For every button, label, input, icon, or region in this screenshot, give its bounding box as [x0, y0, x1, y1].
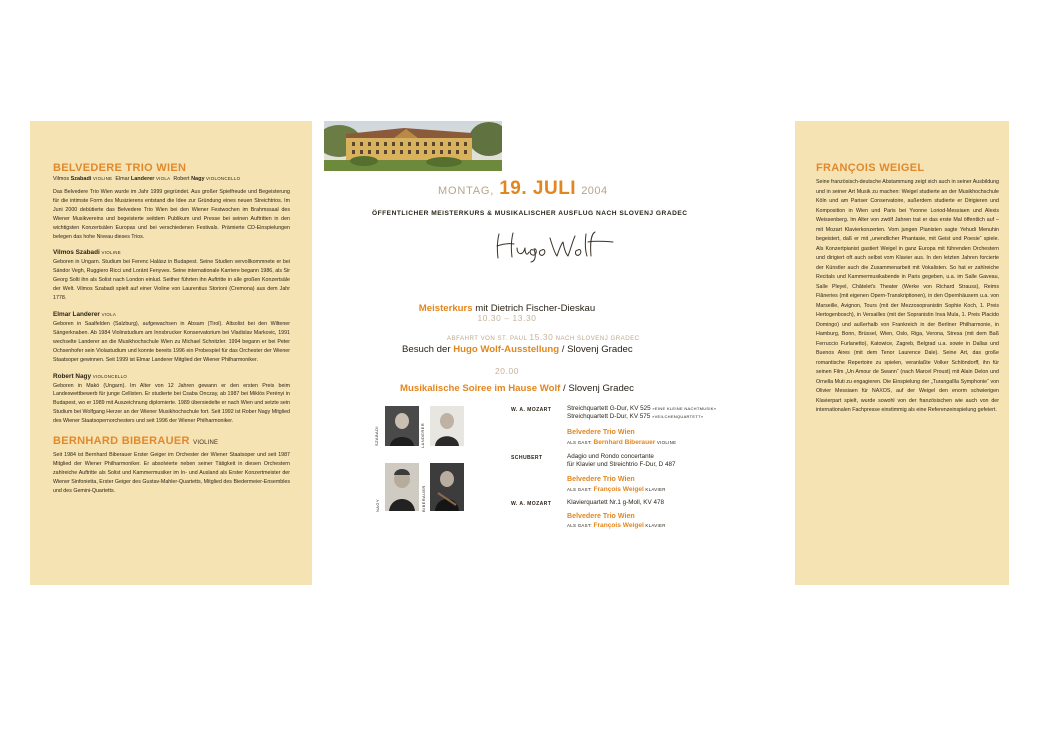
guest-1: ALS GAST: Bernhard Biberauer VIOLINE: [567, 439, 677, 446]
portrait-szabadi: [385, 406, 419, 446]
performer-2: Belvedere Trio Wien: [567, 475, 635, 483]
performer-3: Belvedere Trio Wien: [567, 512, 635, 520]
guest-title: BERNHARD BIBERAUER VIOLINE: [53, 435, 219, 448]
day-month: 19. JULI: [499, 178, 577, 199]
member-landerer: Elmar Landerer VIOLA: [115, 176, 171, 182]
building-photo: [324, 121, 502, 171]
work-kv478: Klavierquartett Nr.1 g-Moll, KV 478: [567, 499, 664, 506]
left-panel: [30, 121, 312, 585]
weekday: MONTAG,: [438, 185, 495, 197]
trio-intro: Das Belvedere Trio Wien wurde im Jahr 1999 gegründet. Aus großer Spielfreude und Begeisterung für die intimste Form des Musizierens entstand die Idee zur Gründung eines neuen Streichtrios. Im Juni 2000 debütierte das Belvedere Trio Wien bei den Wiener Festwochen im Brahmssaal des Wiener Musikvereins und begeisterte seitdem Publikum und Presse bei seinen Auftritten in den wichtigsten Konzertsälen Europas und bei verschiedenen Festivals. Prämierte CD-Einspielungen belegen das hohe Niveau dieses Trios.: [53, 189, 290, 240]
performer-1: Belvedere Trio Wien: [567, 428, 635, 436]
work-kv525: Streichquartett G-Dur, KV 525 »EINE KLEINE NACHTMUSIK«: [567, 405, 717, 412]
bio-nagy: Robert Nagy VIOLONCELLO Geboren in Makó (Ungarn). Im Alter von 12 Jahren gewann er den ersten Preis beim Landeswettbewerb für junge Cellisten. Er studierte bei Csaba Onczay, ab 1987 bei Miklós Perényi in Budapest, wo er 1989 mit Auszeichnung diplomierte. 1989 übersiedelte er nach Wien und setzte sein Studium bei Wolfgang Herzer an der Wiener Musikhochschule fort. Seit 1992 ist Rober Nagy Mitglied des Wiener Staatsopernorchesters und seit 1996 der Wiener Philharmoniker.: [53, 372, 290, 425]
portrait-landerer: [430, 406, 464, 446]
work-d487: für Klavier und Streichtrio F-Dur, D 487: [567, 461, 676, 468]
label-landerer: LANDERER: [420, 423, 425, 448]
composer-schubert: SCHUBERT: [511, 455, 543, 461]
portrait-nagy: [385, 463, 419, 511]
composer-mozart-1: W. A. MOZART: [511, 407, 552, 413]
event-exhibition: Besuch der Hugo Wolf-Ausstellung / Slovenj Gradec: [402, 344, 633, 355]
work-adagio: Adagio und Rondo concertante: [567, 453, 654, 460]
guest-3: ALS GAST: François Weigel KLAVIER: [567, 522, 666, 529]
guest-bio: Seit 1984 ist Bernhard Biberauer Erster Geiger im Orchester der Wiener Staatsoper und seit 1987 Mitglied der Wiener Philharmoniker. Er absolvierte neben seiner Tätigkeit in diesen Orchestern zahlreiche Auftritte als Solist und Kammermusiker im In- und Ausland als Erster Konzertmeister der Wiener Sinfonietta, Erster Geiger des Gustav-Mahler-Quartetts, Mitglied des Biedermeier-Ensembles und des Gemini-Quartetts.: [53, 452, 290, 494]
trio-title: BELVEDERE TRIO WIEN: [53, 162, 187, 174]
work-kv575: Streichquartett D-Dur, KV 575 »VEILCHENQUARTETT«: [567, 413, 704, 420]
event-subtitle: ÖFFENTLICHER MEISTERKURS & MUSIKALISCHER AUSFLUG NACH SLOVENJ GRADEC: [372, 210, 688, 217]
composer-mozart-2: W. A. MOZART: [511, 501, 552, 507]
member-nagy: Robert Nagy VIOLONCELLO: [173, 176, 241, 182]
bio-landerer: Elmar Landerer VIOLA Geboren in Saalfelden (Salzburg), aufgewachsen in Absam (Tirol). Altsolist bei den Wiltener Sängerknaben. Ab 1984 Violinstudium am Innsbrucker Konservatorium bei Vladislav Markovic, 1991 wechselte Landerer an die Musikhochschule Wien zu Michael Schnitzler. 1994 begann er bei Peter Ochsenhofer sein Violastudium und konnte bereits 1996 ein Probespiel für das Orchester der Wiener Staatsoper gewinnen. Seit 1999 ist Elmar Landerer Mitglied der Wiener Philharmoniker.: [53, 310, 290, 363]
label-szabadi: SZABADI: [374, 426, 379, 446]
bio-szabadi: Vilmos Szabadi VIOLINE Geboren in Ungarn. Studium bei Ferenc Halász in Budapest. Seine Studien vervollkommnete er bei Sándor Vegh, Ruggiero Ricci und Loránt Fenyves. Seine internationale Karriere begann 1986, als Sir Georg Solti ihn als Solist nach London einlud. Seither führten ihn Auftritte in alle großen Konzertsäle der Welt. Vilmos Szabadi spielt auf einer Violine von Laurentius Storioni (Cremona) aus dem Jahr 1778.: [53, 249, 290, 302]
year: 2004: [581, 185, 608, 197]
right-panel: [795, 121, 1009, 585]
time-soiree: 20.00: [495, 366, 519, 376]
label-biberauer: BIBERAUER: [421, 485, 426, 512]
departure-line: ABFAHRT VON ST. PAUL 15.30 NACH SLOVENJ GRADEC: [447, 332, 640, 342]
event-soiree: Musikalische Soiree im Hause Wolf / Slovenj Gradec: [400, 383, 634, 394]
member-list: [53, 175, 290, 183]
hugo-wolf-signature: [493, 228, 618, 268]
member-szabadi: Vilmos Szabadi VIOLINE: [53, 176, 113, 182]
time-masterclass: 10.30 – 13.30: [477, 313, 537, 323]
event-date: [438, 178, 608, 202]
portrait-biberauer: [430, 463, 464, 511]
label-nagy: NAGY: [375, 499, 380, 512]
guest-2: ALS GAST: François Weigel KLAVIER: [567, 486, 666, 493]
weigel-bio: Seine französisch-deutsche Abstammung zeigt sich auch in seiner Ausbildung und in seiner Art Musik zu machen: Weigel studierte an der Musikhochschule Köln und am Pariser Conservatoire, außerdem studierte er Dirigieren und Komposition in Wien und Paris bei Yvonne Loriod-Messiaen und Alexis Weissenberg. Im Alter von zwölf Jahren trat er das erste Mal öffentlich auf – mit Mozart Klavierkonzerten. Vom jungen Pianisten sagte Yehudi Menuhin begeistert, daß er mit „unendlicher Phantasie, mit Geist und Poesie“ spiele. Als Konzertpianist gastiert Weigel in ganz Europa mit führenden Orchestern und dirigiert oft auch selbst vom Klavier aus. In den letzten Jahren forcierte der Künstler auch die Zusammenarbeit mit Vokalisten. So hat er zahlreiche Recitals und Kammermusikabende in Paris gegeben, u.a. im Salle Gaveau, Salle Pleyel, Châtelet's Theater (Werke von Richard Strauss), Reims Flâneries (mit eigenen Opern-Transkriptionen), in den Opernhäusern u.a. von Marseille, Avignon, Tours (mit der Mezzosopranistin Sophie Koch, 1. Preis Hertogenbosch), in Versailles (mit der Sopranistin Inva Mula, 1. Preis Placido Domingo) und außerhalb von Frankreich in der Berliner Philharmonie, in Hamburg, Bonn, Brüssel, Wien, Oslo, Riga, Verona, Stresa (mit dem Baß Ferruccio Furlanetto), Katowice, Zagreb, Belgrad u.a. sowie in Dallas und Buenos Aires (mit dem Tenor Laurence Dale). Seine Art, das große romantische Repertoire zu spielen, veranlaßte Volker Schlöndorff, ihn für seinen Film „Un Amour de Swann“ (nach Marcel Proust) mit Alain Delon und Ornella Muti zu engagieren. Die Einspielung der „Turangalîla Symphonie“ von Olivier Messiaen für NAXOS, auf der Weigel den enorm schwierigen Klavierpart spielt, wurde sowohl von der französischen wie auch von der internationalen Fachpresse einstimmig als eine Referenzeinspielung gefeiert.: [816, 179, 999, 413]
weigel-title: FRANÇOIS WEIGEL: [816, 162, 925, 174]
event-masterclass: Meisterkurs mit Dietrich Fischer-Dieskau: [418, 303, 596, 314]
